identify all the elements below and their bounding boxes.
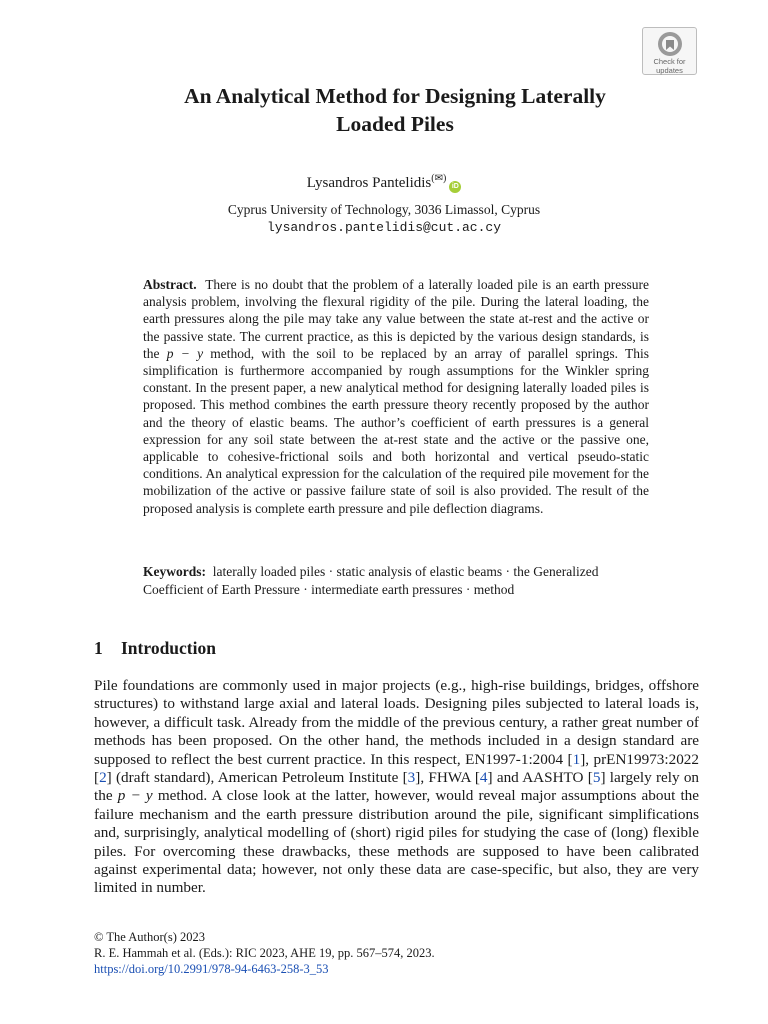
abstract-text-part1: There is no doubt that the problem of a laterally loaded pile is an earth pressure analysis problem, involving the flexural rigidity of the pile. During the lateral loading, the earth pressures along the pile may take any value between the state at-rest and the active or the passive state. The current practice, as this is depicted by the various design standards, is the: [143, 277, 649, 361]
citation-link-4[interactable]: 4: [479, 769, 488, 787]
section-heading: [94, 637, 216, 659]
section-number: 1: [94, 638, 103, 658]
footer: [94, 929, 435, 977]
intro-text: ] (draft standard), American Petroleum Institute [: [106, 769, 408, 787]
keywords-text: laterally loaded piles · static analysis of elastic beams · the Generalized Coefficient of Earth Pressure · intermediate earth pressures · method: [143, 564, 599, 597]
abstract-text-part2: method, with the soil to be replaced by an array of parallel springs. This simplification is furthermore accompanied by rough assumptions for the Winkler spring constant. In the present paper, a new analytical method for designing laterally loaded piles is proposed. This method combines the earth pressure theory recently proposed by the author and the theory of elastic beams. The author’s coefficient of earth pressures is a general expression for any soil state between the at-rest state and the active or the passive one, applicable to cohesive-frictional soils and both horizontal and vertical pseudo-static conditions. An analytical expression for the calculation of the required pile movement for the mobilization of the active or passive failure state of soil is also provided. The result of the proposed analysis is complete earth pressure and pile deflection diagrams.: [143, 345, 649, 516]
intro-math-p-y: p − y: [117, 787, 153, 805]
citation-link-1[interactable]: 1: [572, 750, 581, 768]
citation-line: R. E. Hammah et al. (Eds.): RIC 2023, AHE 19, pp. 567–574, 2023.: [94, 946, 435, 960]
intro-text: ] and AASHTO [: [487, 769, 593, 787]
author-line: [0, 170, 768, 193]
corresponding-author-marker[interactable]: (✉): [431, 173, 447, 184]
doi-link[interactable]: https://doi.org/10.2991/978-94-6463-258-3_53: [94, 962, 329, 976]
intro-text: ], prEN19973:2022 [: [94, 750, 699, 787]
citation-link-5[interactable]: 5: [592, 769, 601, 787]
section-title: Introduction: [121, 638, 216, 658]
abstract-math-p-y: p − y: [166, 345, 204, 361]
copyright-line: © The Author(s) 2023: [94, 930, 205, 944]
badge-text-line2: updates: [656, 65, 683, 75]
affiliation: Cyprus University of Technology, 3036 Limassol, Cyprus: [227, 202, 541, 217]
intro-text: ], FHWA [: [415, 769, 480, 787]
intro-text: Pile foundations are commonly used in major projects (e.g., high-rise buildings, bridges, offshore structures) to withstand large axial and lateral loads. Designing piles subjected to lateral loads is, however, a difficult task. Already from the middle of the previous century, a rather great number of methods has been proposed. On the other hand, the methods included in a design standard are supposed to reflect the best current practice. In this respect, EN1997-1:2004 [: [94, 677, 699, 768]
keywords-label: Keywords:: [143, 564, 206, 579]
citation-link-2[interactable]: 2: [99, 769, 107, 787]
paper-title: [100, 82, 690, 138]
orcid-icon[interactable]: iD: [449, 181, 461, 193]
author-email[interactable]: lysandros.pantelidis@cut.ac.cy: [266, 220, 502, 235]
badge-text-line1: Check for: [653, 57, 686, 66]
title-line-1: An Analytical Method for Designing Laterally: [184, 84, 606, 108]
intro-paragraph: [94, 677, 699, 898]
intro-text: method. A close look at the latter, however, would reveal major assumptions about the failure mechanism and the earth pressure distribution around the pile, significant simplifications and, surprisingly, analytical modelling of (short) rigid piles for studying the case of (long) flexible piles. For overcoming these drawbacks, these methods are supposed to have been calibrated against experimental data; however, not only these data are case-specific, but also, they are very limited in number.: [94, 787, 700, 897]
keywords: [143, 563, 649, 598]
abstract: [143, 276, 649, 517]
citation-link-3[interactable]: 3: [407, 769, 416, 787]
check-for-updates-badge[interactable]: [642, 27, 697, 75]
title-line-2: Loaded Piles: [336, 112, 454, 136]
check-updates-icon: [657, 31, 683, 57]
author-name: Lysandros Pantelidis: [306, 175, 432, 191]
abstract-label: Abstract.: [143, 277, 197, 292]
intro-text: ] largely rely on the: [94, 769, 700, 805]
